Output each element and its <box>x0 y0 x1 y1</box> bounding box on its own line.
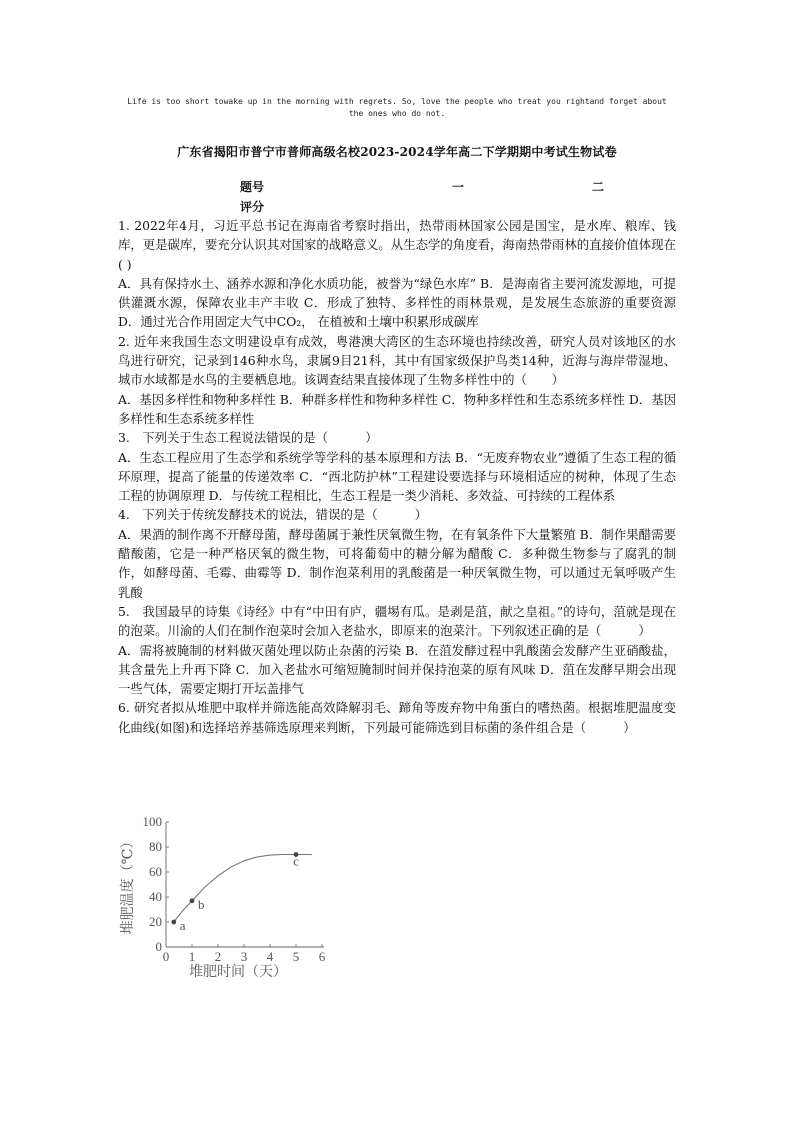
y-tick-label: 60 <box>149 864 162 879</box>
question-list <box>118 216 676 737</box>
temperature-curve <box>174 855 312 923</box>
exam-title: 广东省揭阳市普宁市普师高级名校2023-2024学年高二下学期期中考试生物试卷 <box>177 145 617 159</box>
section-two-header: 二 <box>592 180 605 194</box>
question-stem: 2. 近年来我国生态文明建设卓有成效，粤港澳大湾区的生态环境也持续改善，研究人员对该地区的水鸟进行研究，记录到146种水鸟，隶属9目21科，其中有国家级保护鸟类14种，近海与海岸带湿地、城市水域都是水鸟的主要栖息地。该调查结果直接体现了生物多样性中的（ ） <box>118 333 676 388</box>
question-stem: 4. 下列关于传统发酵技术的说法，错误的是（ ） <box>118 507 428 523</box>
score-table-score-row <box>236 198 636 218</box>
score-table-header-row <box>236 178 636 198</box>
data-point-label: b <box>198 896 205 912</box>
question-options: A．生态工程应用了生态学和系统学等学科的基本原理和方法 B．“无废弃物农业”遵循了生态工程的循环原理，提高了能量的传递效率 C．“西北防护林”工程建设要选择与环境相适应的树种，体现了生态工程的协调原理 D．与传统工程相比，生态工程是一类少消耗、多效益、可持续的工程体系 <box>118 449 676 504</box>
score-label: 评分 <box>240 200 265 214</box>
compost-temperature-chart <box>112 810 332 982</box>
x-tick-label: 1 <box>188 949 196 964</box>
question-options: A．果酒的制作离不开酵母菌，酵母菌属于兼性厌氧微生物，在有氧条件下大量繁殖 B．制作果醋需要醋酸菌，它是一种严格厌氧的微生物，可将葡萄中的糖分解为醋酸 C．多种微生物参与了腐乳的制作，如酵母菌、毛霉、曲霉等 D．制作泡菜利用的乳酸菌是一种厌氧微生物，可以通过无氧呼吸产生乳酸 <box>118 526 676 600</box>
question-stem: 5. 我国最早的诗集《诗经》中有“中田有庐，疆埸有瓜。是剥是菹，献之皇祖。”的诗句，菹就是现在的泡菜。川渝的人们在制作泡菜时会加入老盐水，即原来的泡菜汁。下列叙述正确的是（ ） <box>118 603 676 639</box>
page-motto: Life is too short towake up in the morning with regrets. So, love the people who treat you rightand forget about the ones who do not. <box>127 97 667 118</box>
x-axis-label: 堆肥时间（天） <box>189 965 287 980</box>
score-table <box>236 178 636 218</box>
y-tick-label: 40 <box>149 889 162 904</box>
y-tick-label: 80 <box>149 839 162 854</box>
x-tick-label: 0 <box>162 949 170 964</box>
question-stem: 6. 研究者拟从堆肥中取样并筛选能高效降解羽毛、蹄角等废弃物中角蛋白的嗜热菌。根据堆肥温度变化曲线(如图)和选择培养基筛选原理来判断，下列最可能筛选到目标菌的条件组合是（ ） <box>118 700 676 735</box>
x-tick-label: 6 <box>318 949 326 964</box>
x-tick-label: 4 <box>266 949 274 964</box>
y-axis-label: 堆肥温度（℃） <box>121 834 136 935</box>
x-tick-label: 5 <box>292 949 300 964</box>
y-tick-label: 0 <box>155 939 162 954</box>
data-point-label: c <box>293 853 299 869</box>
question-options: A．基因多样性和物种多样性 B．种群多样性和物种多样性 C．物种多样性和生态系统多样性 D．基因多样性和生态系统多样性 <box>118 391 676 426</box>
question-options: A．具有保持水土、涵养水源和净化水质功能，被誉为“绿色水库” B．是海南省主要河流发源地，可提供灌溉水源，保障农业丰产丰收 C．形成了独特、多样性的雨林景观，是发展生态旅游的重要资源 D．通过光合作用固定大气中CO₂， 在植被和土壤中积累形成碳库 <box>118 275 676 330</box>
data-point-label: a <box>179 918 186 933</box>
x-tick-label: 3 <box>240 949 248 964</box>
question-options: A．需将被腌制的材料做灭菌处理以防止杂菌的污染 B．在菹发酵过程中乳酸菌会发酵产生亚硝酸盐，其含量先上升再下降 C．加入老盐水可缩短腌制时间并保持泡菜的原有风味 D．菹在发酵早期会出现一些气体，需要定期打开坛盖排气 <box>118 642 676 697</box>
data-point-b <box>190 898 195 903</box>
x-tick-label: 2 <box>214 949 222 964</box>
y-tick-label: 20 <box>149 914 162 929</box>
data-point-a <box>171 920 176 925</box>
question-stem: 3. 下列关于生态工程说法错误的是（ ） <box>118 430 378 446</box>
question-stem: 1. 2022年4月，习近平总书记在海南省考察时指出，热带雨林国家公园是国宝，是水库、粮库、钱库，更是碳库，要充分认识其对国家的战略意义。从生态学的角度看，海南热带雨林的直接价值体现在( ) <box>118 218 676 272</box>
section-one-header: 一 <box>452 180 465 194</box>
question-number-header: 题号 <box>240 180 265 194</box>
y-tick-label: 100 <box>142 814 162 829</box>
